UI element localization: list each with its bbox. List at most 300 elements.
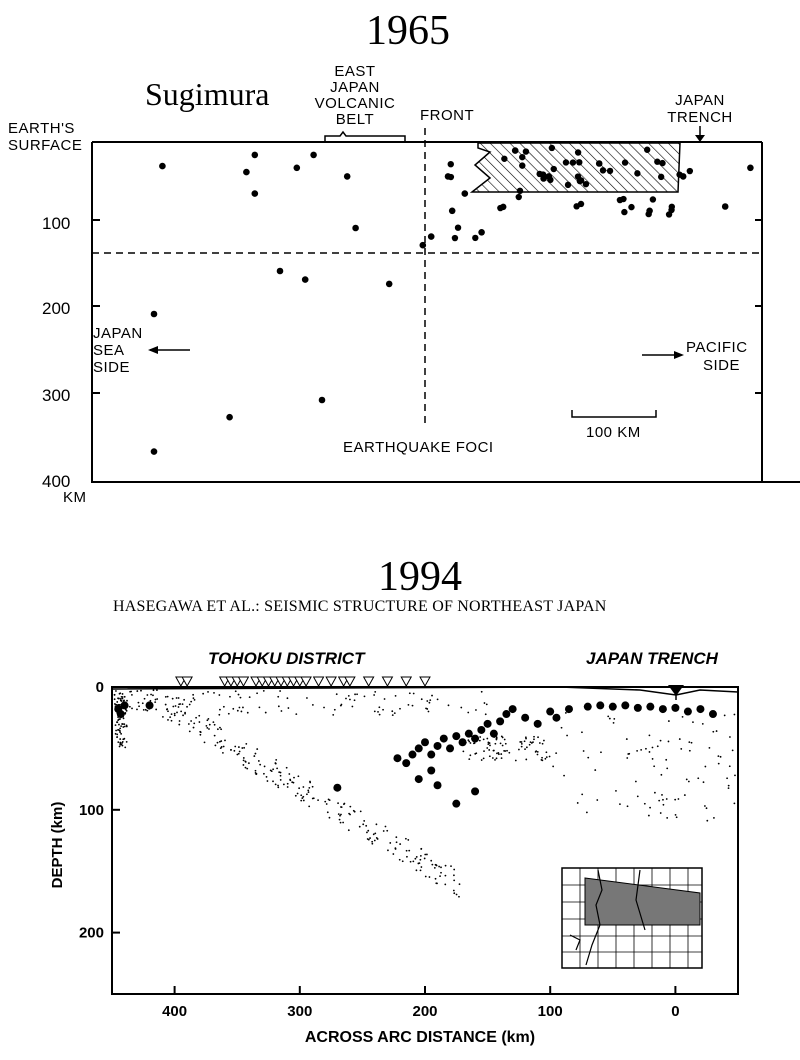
- small-event: [337, 802, 339, 804]
- small-event: [349, 814, 351, 816]
- small-event: [149, 700, 151, 702]
- small-event: [408, 850, 410, 852]
- small-event: [713, 817, 715, 819]
- small-event: [640, 749, 642, 751]
- small-event: [239, 707, 241, 709]
- small-event: [223, 706, 225, 708]
- small-event: [345, 698, 347, 700]
- small-event: [131, 694, 133, 696]
- small-event: [142, 702, 144, 704]
- small-event: [440, 872, 442, 874]
- large-event-16: [465, 730, 473, 738]
- small-event: [435, 864, 437, 866]
- small-event: [266, 776, 268, 778]
- small-event: [199, 734, 201, 736]
- small-event: [494, 743, 496, 745]
- small-event: [143, 709, 145, 711]
- small-event: [126, 710, 128, 712]
- small-event: [586, 812, 588, 814]
- small-event: [287, 786, 289, 788]
- small-event: [117, 697, 119, 699]
- small-event: [115, 730, 117, 732]
- small-event: [675, 814, 677, 816]
- small-event: [429, 702, 431, 704]
- small-event: [206, 727, 208, 729]
- large-event-6: [402, 759, 410, 767]
- small-event: [406, 850, 408, 852]
- large-event-29: [584, 703, 592, 711]
- top-focus-point-26: [319, 397, 326, 404]
- small-event: [717, 755, 719, 757]
- small-event: [238, 694, 240, 696]
- small-event: [686, 779, 688, 781]
- trench-arrow-icon: [695, 135, 705, 142]
- top-cluster-point-10: [644, 147, 650, 153]
- small-event: [421, 698, 423, 700]
- small-event: [243, 760, 245, 762]
- small-event: [684, 794, 686, 796]
- top-cluster-point-15: [519, 162, 525, 168]
- small-event: [119, 730, 121, 732]
- small-event: [116, 721, 118, 723]
- small-event: [258, 760, 260, 762]
- small-event: [394, 847, 396, 849]
- small-event: [114, 698, 116, 700]
- small-event: [288, 773, 290, 775]
- volcanic-belt-label-1: EAST: [334, 63, 376, 80]
- top-cluster-point-7: [563, 159, 569, 165]
- small-event: [264, 766, 266, 768]
- small-event: [374, 840, 376, 842]
- small-event: [376, 837, 378, 839]
- large-event-32: [621, 701, 629, 709]
- small-event: [324, 801, 326, 803]
- small-event: [351, 706, 353, 708]
- small-event: [176, 712, 178, 714]
- small-event: [494, 759, 496, 761]
- small-event: [162, 716, 164, 718]
- small-event: [704, 805, 706, 807]
- small-event: [287, 697, 289, 699]
- small-event: [506, 750, 508, 752]
- small-event: [373, 694, 375, 696]
- small-event: [596, 799, 598, 801]
- large-event-4: [333, 784, 341, 792]
- small-event: [121, 723, 123, 725]
- small-event: [537, 751, 539, 753]
- small-event: [339, 819, 341, 821]
- small-event: [734, 714, 736, 716]
- small-event: [263, 773, 265, 775]
- small-event: [198, 715, 200, 717]
- scale-label: 100 KM: [586, 424, 641, 441]
- small-event: [406, 856, 408, 858]
- small-event: [297, 793, 299, 795]
- small-events: [114, 689, 736, 897]
- small-event: [295, 795, 297, 797]
- top-focus-point-12: [462, 190, 469, 197]
- small-event: [156, 698, 158, 700]
- small-event: [179, 720, 181, 722]
- small-event: [117, 741, 119, 743]
- small-event: [371, 843, 373, 845]
- small-event: [265, 712, 267, 714]
- small-event: [438, 866, 440, 868]
- top-focus-point-5: [310, 152, 317, 159]
- small-event: [416, 856, 418, 858]
- small-event: [462, 750, 464, 752]
- small-event: [256, 748, 258, 750]
- small-event: [483, 738, 485, 740]
- small-event: [237, 710, 239, 712]
- small-event: [242, 707, 244, 709]
- top-cluster-point-18: [551, 166, 557, 172]
- top-cluster-point-38: [455, 224, 461, 230]
- small-event: [689, 750, 691, 752]
- volcano-icon-19: [364, 677, 374, 686]
- small-event: [209, 724, 211, 726]
- top-focus-point-21: [277, 268, 284, 275]
- sea-side-label-3: SIDE: [93, 359, 131, 376]
- small-event: [195, 717, 197, 719]
- small-event: [367, 830, 369, 832]
- large-event-42: [471, 787, 479, 795]
- small-event: [178, 724, 180, 726]
- top-cluster-point-42: [634, 170, 640, 176]
- top-focus-point-14: [512, 147, 519, 154]
- small-event: [704, 766, 706, 768]
- top-cluster-point-33: [575, 173, 581, 179]
- small-event: [277, 786, 279, 788]
- small-event: [356, 693, 358, 695]
- small-event: [223, 746, 225, 748]
- small-event: [192, 694, 194, 696]
- top-focus-point-24: [151, 311, 158, 318]
- small-event: [504, 750, 506, 752]
- large-event-21: [496, 717, 504, 725]
- small-event: [155, 709, 157, 711]
- small-event: [374, 691, 376, 693]
- surface-topography: [112, 687, 738, 695]
- small-event: [332, 714, 334, 716]
- small-event: [502, 745, 504, 747]
- small-event: [298, 787, 300, 789]
- small-event: [549, 756, 551, 758]
- volcano-icon-21: [401, 677, 411, 686]
- pacific-side-label-1: PACIFIC: [686, 339, 748, 356]
- small-event: [392, 853, 394, 855]
- small-event: [662, 799, 664, 801]
- small-event: [420, 869, 422, 871]
- small-event: [140, 690, 142, 692]
- small-event: [178, 703, 180, 705]
- small-event: [385, 826, 387, 828]
- small-event: [267, 780, 269, 782]
- small-event: [115, 724, 117, 726]
- small-event: [468, 758, 470, 760]
- small-event: [501, 735, 503, 737]
- small-event: [121, 742, 123, 744]
- small-event: [493, 750, 495, 752]
- small-event: [244, 760, 246, 762]
- small-event: [116, 734, 118, 736]
- small-event: [486, 747, 488, 749]
- small-event: [658, 800, 660, 802]
- large-event-24: [521, 714, 529, 722]
- small-event: [456, 894, 458, 896]
- small-event: [150, 694, 152, 696]
- y-tick-0: 0: [95, 679, 104, 696]
- small-event: [360, 810, 362, 812]
- small-event: [660, 774, 662, 776]
- small-event: [467, 712, 469, 714]
- small-event: [613, 718, 615, 720]
- small-event: [367, 838, 369, 840]
- small-event: [649, 807, 651, 809]
- small-event: [243, 757, 245, 759]
- small-event: [114, 694, 116, 696]
- top-cluster-point-17: [576, 159, 582, 165]
- small-event: [376, 823, 378, 825]
- large-event-28: [565, 705, 573, 713]
- small-event: [364, 695, 366, 697]
- small-event: [613, 722, 615, 724]
- volcanic-belt-label-4: BELT: [335, 111, 375, 128]
- small-event: [430, 860, 432, 862]
- small-event: [119, 746, 121, 748]
- small-event: [178, 706, 180, 708]
- small-event: [277, 696, 279, 698]
- small-event: [706, 820, 708, 822]
- small-event: [236, 754, 238, 756]
- small-event: [666, 767, 668, 769]
- small-event: [129, 706, 131, 708]
- small-event: [734, 774, 736, 776]
- small-event: [247, 712, 249, 714]
- small-event: [122, 696, 124, 698]
- small-event: [581, 731, 583, 733]
- top-frame: [92, 142, 800, 482]
- large-event-25: [534, 720, 542, 728]
- small-event: [293, 777, 295, 779]
- small-event: [289, 779, 291, 781]
- small-event: [424, 854, 426, 856]
- top-author: Sugimura: [145, 76, 270, 112]
- small-event: [308, 791, 310, 793]
- small-event: [416, 869, 418, 871]
- small-event: [255, 772, 257, 774]
- small-event: [206, 719, 208, 721]
- top-focus-point-1: [243, 169, 250, 176]
- small-event: [435, 878, 437, 880]
- top-cluster-point-16: [645, 211, 651, 217]
- small-event: [412, 705, 414, 707]
- small-event: [183, 699, 185, 701]
- small-event: [453, 890, 455, 892]
- small-event: [121, 700, 123, 702]
- small-event: [600, 751, 602, 753]
- small-event: [541, 757, 543, 759]
- small-event: [399, 708, 401, 710]
- small-event: [189, 704, 191, 706]
- top-cluster-point-8: [519, 154, 525, 160]
- small-event: [124, 726, 126, 728]
- small-event: [703, 781, 705, 783]
- small-event: [117, 729, 119, 731]
- small-event: [217, 728, 219, 730]
- small-event: [339, 815, 341, 817]
- small-event: [288, 707, 290, 709]
- large-event-36: [671, 704, 679, 712]
- small-event: [439, 875, 441, 877]
- small-event: [241, 747, 243, 749]
- top-focus-point-20: [747, 165, 754, 172]
- foci-label: EARTHQUAKE FOCI: [343, 439, 494, 456]
- small-event: [349, 699, 351, 701]
- small-event: [122, 738, 124, 740]
- small-event: [484, 702, 486, 704]
- volcano-icon-16: [326, 677, 336, 686]
- small-event: [413, 693, 415, 695]
- small-event: [674, 799, 676, 801]
- small-event: [542, 743, 544, 745]
- small-event: [682, 716, 684, 718]
- small-event: [409, 692, 411, 694]
- volcanic-belt-brace: [325, 132, 405, 142]
- top-focus-point-0: [159, 163, 166, 170]
- pacific-side-label-2: SIDE: [703, 357, 741, 374]
- small-event: [619, 803, 621, 805]
- small-event: [219, 741, 221, 743]
- small-event: [396, 841, 398, 843]
- large-event-14: [452, 732, 460, 740]
- top-cluster-point-35: [501, 156, 507, 162]
- small-event: [663, 804, 665, 806]
- small-event: [283, 784, 285, 786]
- small-event: [123, 717, 125, 719]
- small-event: [263, 690, 265, 692]
- large-event-15: [459, 738, 467, 746]
- small-event: [435, 882, 437, 884]
- small-event: [120, 698, 122, 700]
- small-event: [479, 736, 481, 738]
- top-cluster-point-23: [570, 159, 576, 165]
- small-event: [382, 709, 384, 711]
- small-event: [720, 756, 722, 758]
- small-event: [679, 738, 681, 740]
- small-event: [280, 772, 282, 774]
- small-event: [122, 745, 124, 747]
- large-event-10: [427, 751, 435, 759]
- small-event: [280, 775, 282, 777]
- small-event: [130, 691, 132, 693]
- small-event: [208, 728, 210, 730]
- small-event: [354, 693, 356, 695]
- large-event-12: [440, 735, 448, 743]
- small-event: [530, 741, 532, 743]
- small-event: [338, 813, 340, 815]
- small-event: [668, 720, 670, 722]
- top-depth-tick-400: 400: [42, 472, 71, 491]
- large-event-33: [634, 704, 642, 712]
- large-event-31: [609, 703, 617, 711]
- scale-bar: [572, 410, 656, 417]
- small-event: [277, 785, 279, 787]
- small-event: [426, 700, 428, 702]
- top-focus-point-11: [449, 208, 456, 215]
- small-event: [308, 787, 310, 789]
- top-cluster-point-36: [620, 196, 626, 202]
- small-event: [126, 700, 128, 702]
- small-event: [272, 768, 274, 770]
- large-event-26: [546, 708, 554, 716]
- small-event: [732, 749, 734, 751]
- small-event: [365, 825, 367, 827]
- small-event: [475, 752, 477, 754]
- top-cluster-point-19: [650, 196, 656, 202]
- small-event: [202, 693, 204, 695]
- small-event: [243, 764, 245, 766]
- small-event: [230, 749, 232, 751]
- small-event: [420, 855, 422, 857]
- volcanic-belt-label-3: VOLCANIC: [314, 95, 396, 112]
- small-event: [343, 803, 345, 805]
- small-event: [539, 742, 541, 744]
- small-event: [668, 741, 670, 743]
- small-event: [479, 740, 481, 742]
- small-event: [371, 841, 373, 843]
- small-event: [302, 786, 304, 788]
- x-tick-100: 100: [537, 1003, 563, 1020]
- small-event: [394, 712, 396, 714]
- small-event: [116, 701, 118, 703]
- small-event: [214, 745, 216, 747]
- small-event: [420, 866, 422, 868]
- small-event: [327, 811, 329, 813]
- top-depth-tick-200: 200: [42, 299, 71, 318]
- small-event: [281, 710, 283, 712]
- large-event-19: [484, 720, 492, 728]
- small-event: [348, 695, 350, 697]
- large-event-5: [393, 754, 401, 762]
- small-event: [214, 724, 216, 726]
- small-event: [419, 859, 421, 861]
- small-event: [138, 705, 140, 707]
- top-cluster-point-49: [540, 175, 546, 181]
- small-event: [193, 697, 195, 699]
- top-cluster-point-27: [575, 149, 581, 155]
- small-event: [440, 866, 442, 868]
- small-event: [295, 713, 297, 715]
- small-event: [278, 705, 280, 707]
- small-event: [645, 748, 647, 750]
- top-cluster-point-40: [549, 145, 555, 151]
- small-event: [729, 736, 731, 738]
- small-event: [450, 865, 452, 867]
- small-event: [214, 735, 216, 737]
- small-event: [189, 731, 191, 733]
- small-event: [545, 751, 547, 753]
- top-chart: [0, 55, 800, 510]
- top-focus-point-23: [386, 281, 393, 288]
- top-cluster-point-20: [600, 167, 606, 173]
- small-event: [405, 838, 407, 840]
- small-event: [366, 832, 368, 834]
- small-event: [543, 740, 545, 742]
- small-event: [165, 704, 167, 706]
- small-event: [392, 714, 394, 716]
- small-event: [124, 696, 126, 698]
